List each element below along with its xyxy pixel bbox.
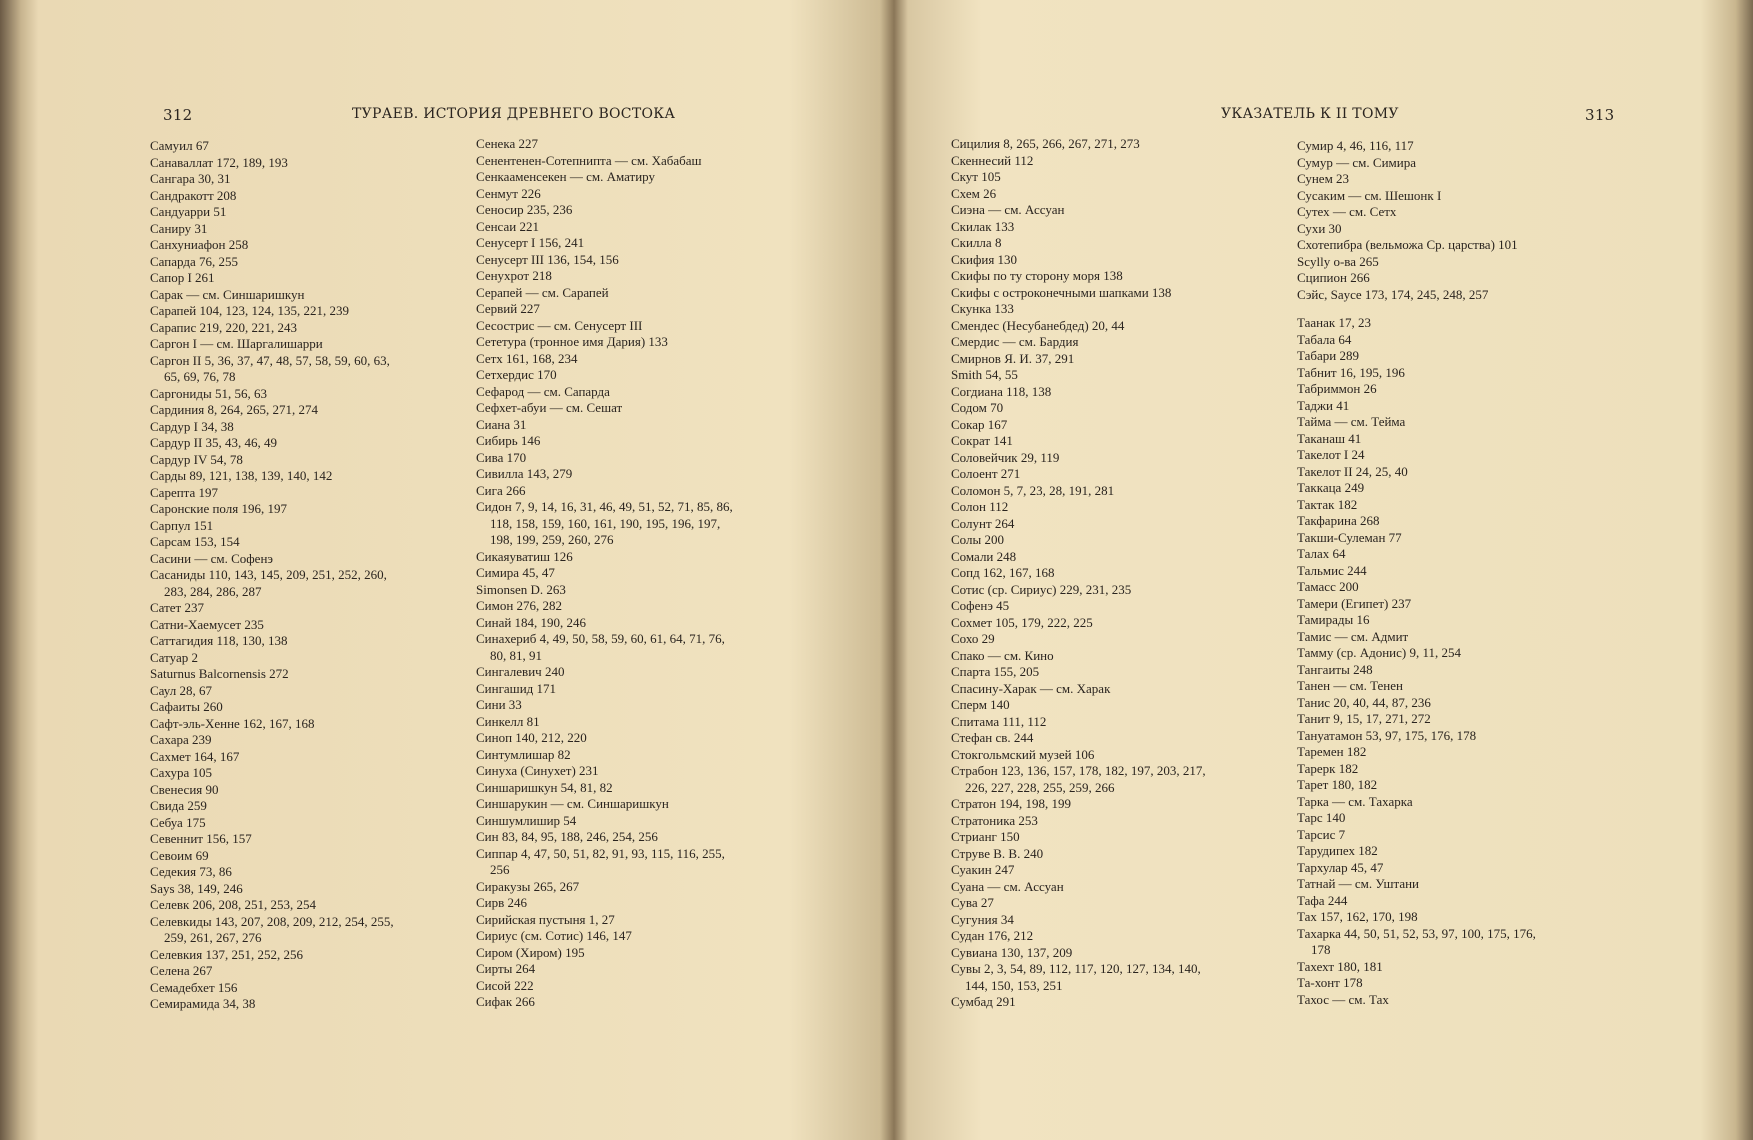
index-entry: Сига 266: [476, 482, 526, 498]
index-entry: Сокар 167: [951, 416, 1008, 432]
index-entry: Сопд 162, 167, 168: [951, 565, 1055, 580]
index-entry: Сардур II 35, 43, 46, 49: [150, 435, 278, 450]
index-entry: Сардур IV 54, 78: [150, 451, 243, 467]
index-entry: Синоп 140, 212, 220: [476, 730, 587, 745]
index-entry: Тарет 180, 182: [1297, 777, 1378, 792]
index-entry: 226, 227, 228, 255, 259, 266: [965, 779, 1115, 795]
index-entry: Софенэ 45: [951, 598, 1010, 613]
index-entry: Такелот I 24: [1297, 447, 1365, 462]
index-entry: Сумур — см. Симира: [1297, 154, 1416, 170]
index-entry: Сохмет 105, 179, 222, 225: [951, 614, 1093, 630]
index-entry: Семадебхет 156: [150, 979, 238, 995]
index-entry: Спасину-Харак — см. Харак: [951, 680, 1111, 696]
index-entry: 256: [490, 862, 510, 877]
index-entry: Синуха (Синухет) 231: [476, 763, 599, 778]
index-entry: Селевк 206, 208, 251, 253, 254: [150, 897, 317, 912]
index-entry: Сципион 266: [1297, 270, 1370, 285]
index-entry: Тахос — см. Тах: [1297, 991, 1389, 1007]
index-entry: Скилак 133: [951, 218, 1015, 234]
index-entry: Сугуния 34: [951, 911, 1014, 927]
index-entry: Спарта 155, 205: [951, 664, 1040, 679]
index-entry: 80, 81, 91: [490, 647, 542, 663]
index-entry: Соломон 5, 7, 23, 28, 191, 281: [951, 482, 1115, 498]
index-entry: 65, 69, 76, 78: [164, 369, 236, 384]
index-entry: Талах 64: [1297, 546, 1346, 561]
index-entry: Сиана 31: [476, 416, 527, 432]
index-entry: Сирв 246: [476, 895, 528, 910]
index-entry: Сарапис 219, 220, 221, 243: [150, 319, 297, 335]
index-entry: Сухи 30: [1297, 220, 1342, 236]
index-entry: Тафа 244: [1297, 892, 1348, 908]
index-entry: Согдиана 118, 138: [951, 383, 1052, 399]
index-entry: Свида 259: [150, 798, 207, 813]
index-entry: Солунт 264: [951, 515, 1015, 531]
index-entry: Сафт-эль-Хенне 162, 167, 168: [150, 715, 315, 731]
index-entry: Скут 105: [951, 169, 1001, 184]
index-entry: Санаваллат 172, 189, 193: [150, 154, 288, 170]
index-entry: Сумбад 291: [951, 994, 1016, 1009]
index-entry: Сатет 237: [150, 600, 204, 615]
index-entry: Сикаяуватиш 126: [476, 548, 573, 564]
index-entry: Тарудипех 182: [1297, 843, 1378, 858]
index-entry: Суана — см. Ассуан: [951, 878, 1064, 894]
index-entry: Тануатамон 53, 97, 175, 176, 178: [1297, 727, 1477, 743]
index-entry: Сенсаи 221: [476, 218, 539, 234]
index-entry: Сократ 141: [951, 433, 1013, 448]
page-number: 312: [163, 106, 193, 124]
index-entry: 118, 158, 159, 160, 161, 190, 195, 196, 197,: [490, 515, 721, 531]
index-entry: Смендес (Несубанебдед) 20, 44: [951, 317, 1125, 333]
index-entry: Симира 45, 47: [476, 565, 555, 580]
index-entry: Таккаца 249: [1297, 480, 1365, 495]
index-entry: Сенмут 226: [476, 185, 541, 201]
index-entry: Танен — см. Тенен: [1297, 678, 1403, 693]
index-entry: Тахарка 44, 50, 51, 52, 53, 97, 100, 175, 176,: [1297, 925, 1536, 941]
index-entry: Сибирь 146: [476, 433, 541, 448]
index-entry: Сандуарри 51: [150, 204, 227, 219]
index-entry: Танис 20, 40, 44, 87, 236: [1297, 694, 1431, 710]
index-entry: Саттагидия 118, 130, 138: [150, 633, 288, 648]
index-entry: Севоим 69: [150, 847, 209, 863]
index-entry: Сиппар 4, 47, 50, 51, 82, 91, 93, 115, 116, 255,: [476, 845, 725, 861]
index-entry: Сарпул 151: [150, 517, 214, 533]
index-entry: Сефарод — см. Сапарда: [476, 383, 610, 399]
index-entry: Сумир 4, 46, 116, 117: [1297, 138, 1414, 153]
index-column-1: [951, 136, 1206, 1011]
index-entry: Сингалевич 240: [476, 664, 565, 679]
index-entry: Саронские поля 196, 197: [150, 501, 287, 516]
index-entry: Синкелл 81: [476, 713, 540, 729]
index-entry: Солоент 271: [951, 466, 1021, 481]
index-entry: Сидон 7, 9, 14, 16, 31, 46, 49, 51, 52, 71, 85, 86,: [476, 499, 733, 514]
index-entry: Сифак 266: [476, 994, 535, 1009]
index-entry: Сусаким — см. Шешонк I: [1297, 187, 1442, 203]
index-entry: Сирты 264: [476, 961, 536, 976]
index-entry: Сотис (ср. Сириус) 229, 231, 235: [951, 581, 1132, 597]
running-head: ТУРАЕВ. ИСТОРИЯ ДРЕВНЕГО ВОСТОКА: [352, 106, 676, 122]
index-entry: Саул 28, 67: [150, 682, 212, 698]
index-entry: Сарапей 104, 123, 124, 135, 221, 239: [150, 303, 349, 318]
index-entry: Тангаиты 248: [1297, 661, 1373, 677]
index-entry: Сефхет-абуи — см. Сешат: [476, 400, 623, 415]
running-head: УКАЗАТЕЛЬ К II ТОМУ: [1221, 106, 1399, 122]
index-entry: Табари 289: [1297, 348, 1359, 363]
index-entry: Сохо 29: [951, 631, 995, 646]
index-entry: Сириус (см. Сотис) 146, 147: [476, 928, 632, 943]
index-entry: Saturnus Balcornensis 272: [150, 666, 289, 681]
index-entry: Says 38, 149, 246: [150, 880, 243, 896]
index-entry: Сенухрот 218: [476, 268, 552, 283]
index-entry: Сасаниды 110, 143, 145, 209, 251, 252, 260,: [150, 567, 387, 582]
index-entry: Саниру 31: [150, 220, 208, 236]
section-gap: [1297, 303, 1536, 315]
index-entry: Сини 33: [476, 697, 522, 712]
index-entry: Таканаш 41: [1297, 430, 1362, 446]
index-entry: Спитама 111, 112: [951, 713, 1047, 729]
index-entry: Синтумлишар 82: [476, 746, 571, 762]
index-entry: Симон 276, 282: [476, 598, 563, 613]
index-entry: Сахмет 164, 167: [150, 748, 240, 764]
index-entry: Селена 267: [150, 963, 213, 978]
index-entry: Сапарда 76, 255: [150, 253, 238, 269]
index-entry: Сервий 227: [476, 301, 540, 316]
index-entry: Сахара 239: [150, 732, 212, 747]
index-entry: Сунем 23: [1297, 171, 1350, 186]
index-entry: Тамис — см. Адмит: [1297, 628, 1409, 644]
index-entry: Содом 70: [951, 400, 1004, 415]
index-entry: Сесострис — см. Сенусерт III: [476, 317, 643, 333]
index-entry: Таанак 17, 23: [1297, 315, 1371, 330]
index-entry: Саргон I — см. Шаргалишарри: [150, 336, 323, 351]
index-entry: Табриммон 26: [1297, 381, 1377, 396]
index-entry: Тамери (Египет) 237: [1297, 595, 1412, 611]
index-entry: Сувы 2, 3, 54, 89, 112, 117, 120, 127, 134, 140,: [951, 961, 1201, 976]
index-entry: Страбон 123, 136, 157, 178, 182, 197, 203, 217,: [951, 763, 1206, 778]
index-entry: Сутех — см. Сетх: [1297, 204, 1397, 219]
index-entry: Серапей — см. Сарапей: [476, 284, 609, 300]
index-entry: Сенусерт I 156, 241: [476, 235, 585, 250]
index-entry: Танит 9, 15, 17, 271, 272: [1297, 711, 1431, 726]
index-entry: Сэйс, Sayce 173, 174, 245, 248, 257: [1297, 286, 1489, 302]
index-entry: Табала 64: [1297, 331, 1352, 347]
index-entry: Седекия 73, 86: [150, 864, 232, 879]
index-entry: Сингашид 171: [476, 680, 557, 696]
index-entry: Солон 112: [951, 499, 1009, 514]
index-entry: Синшарукин — см. Синшаришкун: [476, 796, 669, 811]
index-entry: Сува 27: [951, 895, 994, 910]
index-entry: Синшаришкун 54, 81, 82: [476, 779, 613, 795]
index-entry: Сасини — см. Софенэ: [150, 550, 273, 566]
index-entry: Саргон II 5, 36, 37, 47, 48, 57, 58, 59, 60, 63,: [150, 352, 390, 368]
index-entry: Такши-Сулеман 77: [1297, 529, 1402, 545]
index-entry: Тамму (ср. Адонис) 9, 11, 254: [1297, 645, 1461, 660]
index-entry: Сандракотт 208: [150, 187, 237, 203]
index-column-2: [476, 136, 733, 1011]
index-entry: Санхуниафон 258: [150, 237, 249, 252]
index-entry: Схем 26: [951, 185, 997, 201]
index-entry: Схотепибра (вельможа Ср. царства) 101: [1297, 237, 1518, 252]
index-entry: Семирамида 34, 38: [150, 996, 256, 1011]
index-entry: Сицилия 8, 265, 266, 267, 271, 273: [951, 136, 1140, 151]
index-entry: Сетх 161, 168, 234: [476, 350, 578, 366]
index-entry: Татнай — см. Уштани: [1297, 876, 1420, 891]
index-entry: Тактак 182: [1297, 496, 1358, 512]
index-entry: Сеносир 235, 236: [476, 202, 573, 217]
index-entry: Сапор I 261: [150, 270, 215, 285]
index-entry: Струве В. В. 240: [951, 845, 1044, 861]
index-entry: Свенесия 90: [150, 781, 219, 797]
index-entry: Scylly о-ва 265: [1297, 253, 1379, 269]
index-entry: Стефан св. 244: [951, 730, 1034, 745]
index-entry: Себуа 175: [150, 814, 206, 830]
index-entry: 198, 199, 259, 260, 276: [490, 532, 614, 547]
index-entry: Скифы по ту сторону моря 138: [951, 268, 1123, 283]
index-entry: Тарс 140: [1297, 810, 1346, 825]
index-entry: Тах 157, 162, 170, 198: [1297, 909, 1418, 924]
index-entry: Соловейчик 29, 119: [951, 449, 1060, 465]
index-entry: Такелот II 24, 25, 40: [1297, 463, 1408, 479]
index-entry: Таджи 41: [1297, 397, 1350, 413]
index-column-1: [150, 138, 394, 1013]
index-entry: Такфарина 268: [1297, 513, 1380, 528]
index-entry: Скунка 133: [951, 301, 1014, 316]
index-entry: Синшумлишир 54: [476, 812, 577, 828]
index-entry: Сирийская пустыня 1, 27: [476, 911, 615, 927]
index-entry: Селевкиды 143, 207, 208, 209, 212, 254, 255,: [150, 913, 394, 929]
index-entry: Сахура 105: [150, 765, 212, 780]
index-entry: Табнит 16, 195, 196: [1297, 364, 1405, 380]
index-entry: Сивилла 143, 279: [476, 466, 573, 481]
right-page: [885, 0, 1753, 1140]
page-number: 313: [1585, 106, 1615, 124]
index-entry: Сатуар 2: [150, 649, 198, 665]
index-entry: Тайма — см. Тейма: [1297, 414, 1406, 429]
index-entry: Сарак — см. Синшаришкун: [150, 286, 305, 302]
index-entry: Самуил 67: [150, 138, 209, 153]
index-entry: Стрианг 150: [951, 829, 1020, 844]
index-entry: Солы 200: [951, 532, 1004, 547]
index-entry: Скеннесий 112: [951, 152, 1034, 168]
index-entry: Сарды 89, 121, 138, 139, 140, 142: [150, 468, 333, 483]
index-entry: Скилла 8: [951, 235, 1002, 250]
index-entry: Синай 184, 190, 246: [476, 614, 587, 630]
index-entry: Смирнов Я. И. 37, 291: [951, 350, 1075, 366]
index-entry: Сардиния 8, 264, 265, 271, 274: [150, 402, 318, 417]
index-column-2: [1297, 138, 1536, 1008]
index-entry: Севеннит 156, 157: [150, 831, 252, 846]
index-entry: Сенека 227: [476, 136, 538, 151]
index-entry: Смердис — см. Бардия: [951, 334, 1079, 349]
index-entry: 259, 261, 267, 276: [164, 930, 262, 945]
index-entry: Сетхердис 170: [476, 367, 557, 382]
index-entry: Сенусерт III 136, 154, 156: [476, 251, 619, 267]
index-entry: Сенкааменсекен — см. Аматиру: [476, 169, 656, 184]
index-entry: Селевкия 137, 251, 252, 256: [150, 946, 303, 962]
index-entry: 144, 150, 153, 251: [965, 977, 1063, 993]
index-entry: Таремен 182: [1297, 744, 1367, 759]
index-entry: Simonsen D. 263: [476, 581, 566, 597]
index-entry: Тарсис 7: [1297, 826, 1346, 842]
index-entry: Сиракузы 265, 267: [476, 878, 580, 894]
index-entry: Спако — см. Кино: [951, 647, 1054, 663]
index-entry: Тамирады 16: [1297, 612, 1370, 627]
index-entry: Сувиана 130, 137, 209: [951, 944, 1073, 960]
index-entry: Smith 54, 55: [951, 367, 1018, 382]
index-entry: Судан 176, 212: [951, 928, 1034, 943]
index-entry: Скифия 130: [951, 251, 1018, 267]
index-entry: Стратоника 253: [951, 812, 1038, 828]
index-entry: 283, 284, 286, 287: [164, 583, 262, 599]
index-entry: Сангара 30, 31: [150, 171, 231, 186]
index-entry: Сиром (Хиром) 195: [476, 944, 585, 960]
index-entry: Тахехт 180, 181: [1297, 958, 1383, 974]
index-entry: Сиэна — см. Ассуан: [951, 202, 1065, 217]
index-entry: Тархулар 45, 47: [1297, 859, 1384, 875]
index-entry: Сисой 222: [476, 977, 534, 993]
index-entry: Суакин 247: [951, 862, 1015, 877]
index-entry: Саргониды 51, 56, 63: [150, 385, 267, 401]
index-entry: Сенентенен-Сотепнипта — см. Хабабаш: [476, 152, 702, 168]
index-entry: Син 83, 84, 95, 188, 246, 254, 256: [476, 829, 658, 844]
index-entry: Сарсам 153, 154: [150, 534, 240, 549]
index-entry: Тарерк 182: [1297, 760, 1359, 776]
index-entry: Стокгольмский музей 106: [951, 746, 1095, 762]
index-entry: Та-хонт 178: [1297, 975, 1363, 990]
index-entry: Тамасс 200: [1297, 579, 1359, 594]
index-entry: Сомали 248: [951, 548, 1017, 564]
index-entry: Тальмис 244: [1297, 562, 1367, 578]
index-entry: Сафаиты 260: [150, 699, 223, 714]
index-entry: Сива 170: [476, 449, 527, 465]
index-entry: Сперм 140: [951, 697, 1010, 712]
index-entry: Сарепта 197: [150, 484, 219, 500]
index-entry: Стратон 194, 198, 199: [951, 796, 1071, 811]
index-entry: Сатни-Хаемусет 235: [150, 616, 264, 632]
index-entry: Тарка — см. Тахарка: [1297, 793, 1413, 809]
index-entry: 178: [1311, 942, 1331, 957]
index-entry: Сардур I 34, 38: [150, 418, 234, 434]
index-entry: Синахериб 4, 49, 50, 58, 59, 60, 61, 64, 71, 76,: [476, 631, 725, 646]
index-entry: Скифы с остроконечными шапками 138: [951, 284, 1172, 300]
index-entry: Сететура (тронное имя Дария) 133: [476, 334, 668, 349]
